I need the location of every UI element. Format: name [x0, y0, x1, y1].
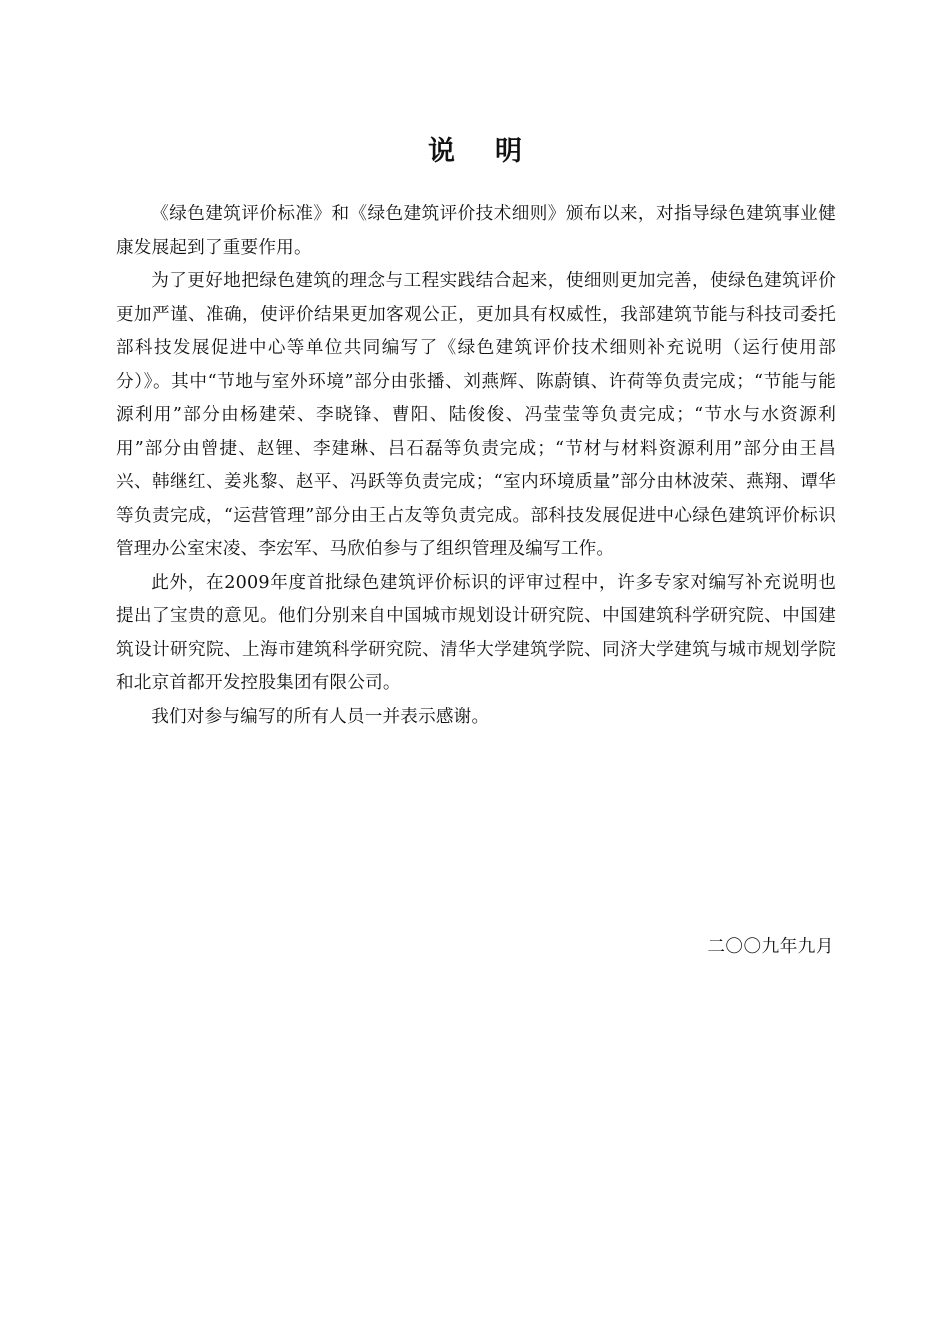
document-date: 二〇〇九年九月 [707, 937, 834, 957]
paragraph-experts: 此外，在2009年度首批绿色建筑评价标识的评审过程中，许多专家对编写补充说明也提出了宝贵的意见。他们分别来自中国城市规划设计研究院、中国建筑科学研究院、中国建筑设计研究院、上海市建筑科学研究院、清华大学建筑学院、同济大学建筑与城市规划学院和北京首都开发控股集团有限公司。 [116, 572, 836, 693]
paragraph-intro: 《绿色建筑评价标准》和《绿色建筑评价技术细则》颁布以来，对指导绿色建筑事业健康发展起到了重要作用。 [116, 204, 836, 258]
paragraph-authors: 为了更好地把绿色建筑的理念与工程实践结合起来，使细则更加完善，使绿色建筑评价更加严谨、准确，使评价结果更加客观公正，更加具有权威性，我部建筑节能与科技司委托部科技发展促进中心等单位共同编写了《绿色建筑评价技术细则补充说明（运行使用部分）》。其中“节地与室外环境”部分由张播、刘燕辉、陈蔚镇、许荷等负责完成；“节能与能源利用”部分由杨建荣、李晓锋、曹阳、陆俊俊、冯莹莹等负责完成；“节水与水资源利用”部分由曾捷、赵锂、李建琳、吕石磊等负责完成；“节材与材料资源利用”部分由王昌兴、韩继红、姜兆黎、赵平、冯跃等负责完成；“室内环境质量”部分由林波荣、燕翔、谭华等负责完成，“运营管理”部分由王占友等负责完成。部科技发展促进中心绿色建筑评价标识管理办公室宋凌、李宏军、马欣伯参与了组织管理及编写工作。 [116, 271, 836, 559]
paragraph-thanks: 我们对参与编写的所有人员一并表示感谢。 [151, 706, 490, 727]
body-text [116, 198, 836, 734]
page-title: 说明 [428, 136, 562, 167]
